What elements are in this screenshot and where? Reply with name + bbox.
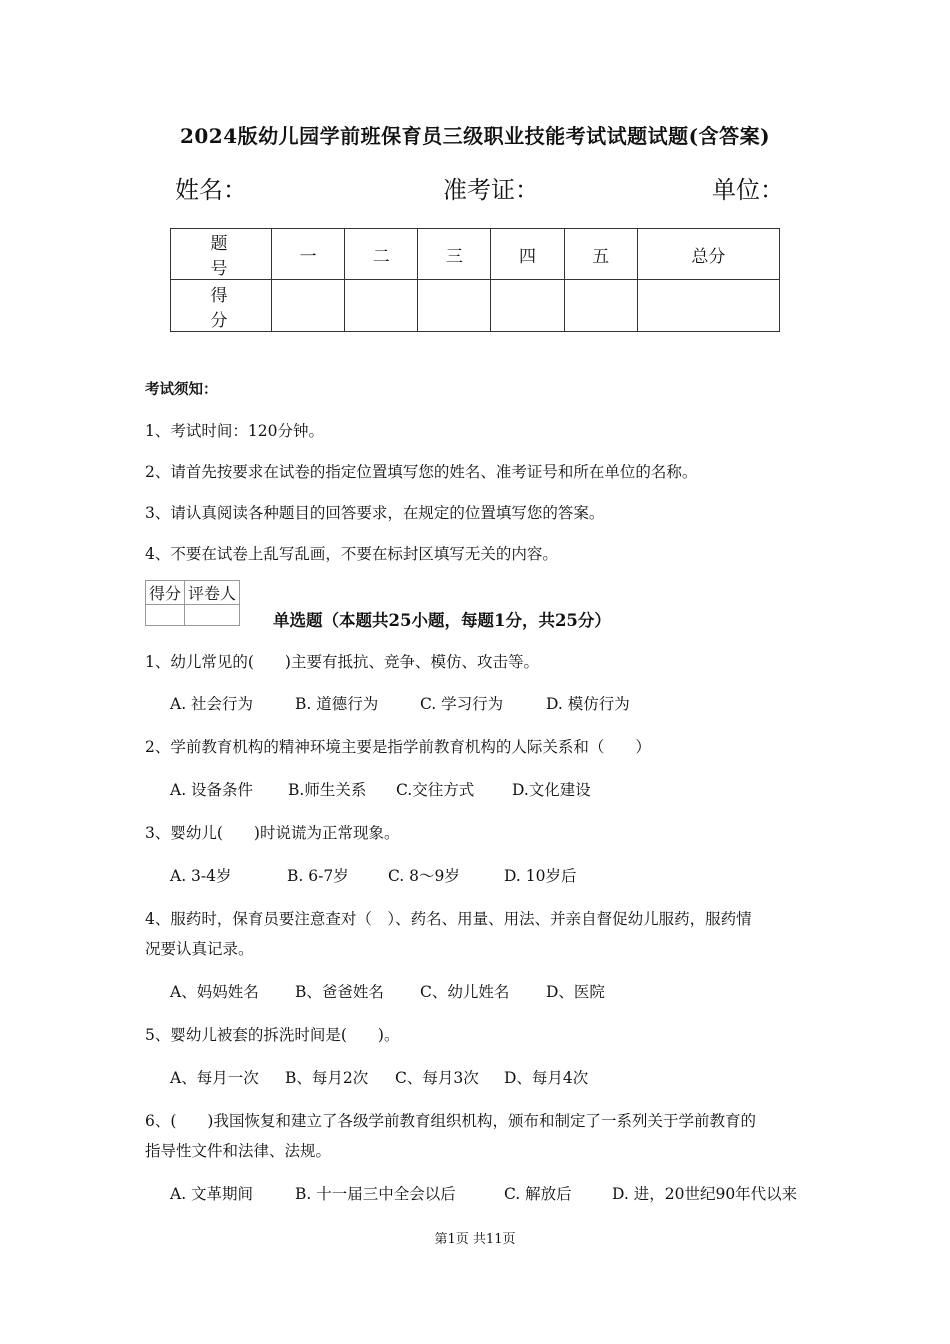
question-option: B、每月2次: [285, 1069, 369, 1087]
question-option: C. 8～9岁: [388, 867, 460, 885]
question-option: C. 解放后: [504, 1185, 572, 1203]
grader-box-score-label: 得分: [146, 581, 185, 605]
question-option: C、每月3次: [395, 1069, 479, 1087]
question-stem: 3、婴幼儿( )时说谎为正常现象。: [145, 824, 400, 842]
score-table-col-1: 一: [272, 229, 345, 280]
question-option: B. 十一届三中全会以后: [295, 1185, 456, 1203]
notice-item: 2、请首先按要求在试卷的指定位置填写您的姓名、准考证号和所在单位的名称。: [145, 463, 698, 481]
question-option: B、爸爸姓名: [295, 983, 384, 1001]
question-stem: 2、学前教育机构的精神环境主要是指学前教育机构的人际关系和（ ）: [145, 738, 651, 756]
question-option: A. 设备条件: [170, 781, 254, 799]
notice-heading: 考试须知：: [145, 381, 218, 398]
grader-box-score-cell: [146, 605, 185, 626]
score-table-col-3: 三: [418, 229, 491, 280]
score-table-col-4: 四: [491, 229, 564, 280]
question-option: C. 学习行为: [420, 695, 504, 713]
question-option: A. 3-4岁: [170, 867, 232, 885]
score-table-col-5: 五: [564, 229, 637, 280]
question-stem-continued: 况要认真记录。: [145, 940, 254, 958]
grader-box: [145, 580, 240, 626]
question-option: C.交往方式: [396, 781, 475, 799]
score-cell: [564, 280, 637, 332]
score-cell: [491, 280, 564, 332]
question-option: A. 文革期间: [170, 1185, 254, 1203]
question-stem-continued: 指导性文件和法律、法规。: [145, 1142, 332, 1160]
unit-field-label: 单位：: [712, 176, 784, 204]
page-title: 2024版幼儿园学前班保育员三级职业技能考试试题试题(含答案): [179, 124, 771, 148]
question-option: D. 模仿行为: [546, 695, 630, 713]
question-option: A、妈妈姓名: [170, 983, 259, 1001]
score-table-col-2: 二: [345, 229, 418, 280]
question-option: B. 6-7岁: [287, 867, 349, 885]
question-option: D.文化建设: [512, 781, 591, 799]
question-stem: 4、服药时，保育员要注意查对（ ）、药名、用量、用法、并亲自督促幼儿服药，服药情: [145, 910, 752, 928]
score-table-col-total: 总分: [637, 229, 779, 280]
question-stem: 5、婴幼儿被套的拆洗时间是( )。: [145, 1026, 400, 1044]
question-stem: 1、幼儿常见的( )主要有抵抗、竞争、模仿、攻击等。: [145, 653, 539, 671]
question-option: B. 道德行为: [295, 695, 379, 713]
question-option: D、每月4次: [504, 1069, 589, 1087]
page-footer: 第1页 共11页: [434, 1232, 516, 1247]
grader-box-grader-cell: [185, 605, 240, 626]
question-option: D. 进，20世纪90年代以来: [612, 1185, 798, 1203]
score-cell: [272, 280, 345, 332]
question-option: C、幼儿姓名: [420, 983, 510, 1001]
score-table-header-label: 题 号: [171, 229, 272, 280]
score-table-score-label: 得 分: [171, 280, 272, 332]
notice-item: 4、不要在试卷上乱写乱画，不要在标封区填写无关的内容。: [145, 545, 558, 563]
question-option: B.师生关系: [288, 781, 367, 799]
grader-box-grader-label: 评卷人: [185, 581, 240, 605]
score-cell: [345, 280, 418, 332]
question-stem: 6、( )我国恢复和建立了各级学前教育组织机构，颁布和制定了一系列关于学前教育的: [145, 1112, 756, 1130]
score-cell: [637, 280, 779, 332]
score-table: [170, 228, 780, 332]
exam-id-field-label: 准考证：: [443, 176, 539, 204]
notice-item: 3、请认真阅读各种题目的回答要求，在规定的位置填写您的答案。: [145, 504, 605, 522]
section-title: 单选题（本题共25小题，每题1分，共25分）: [273, 611, 611, 630]
question-option: D、医院: [546, 983, 605, 1001]
question-option: A. 社会行为: [170, 695, 254, 713]
notice-item: 1、考试时间：120分钟。: [145, 422, 324, 440]
score-cell: [418, 280, 491, 332]
name-field-label: 姓名：: [175, 176, 247, 204]
question-option: A、每月一次: [170, 1069, 259, 1087]
question-option: D. 10岁后: [504, 867, 577, 885]
